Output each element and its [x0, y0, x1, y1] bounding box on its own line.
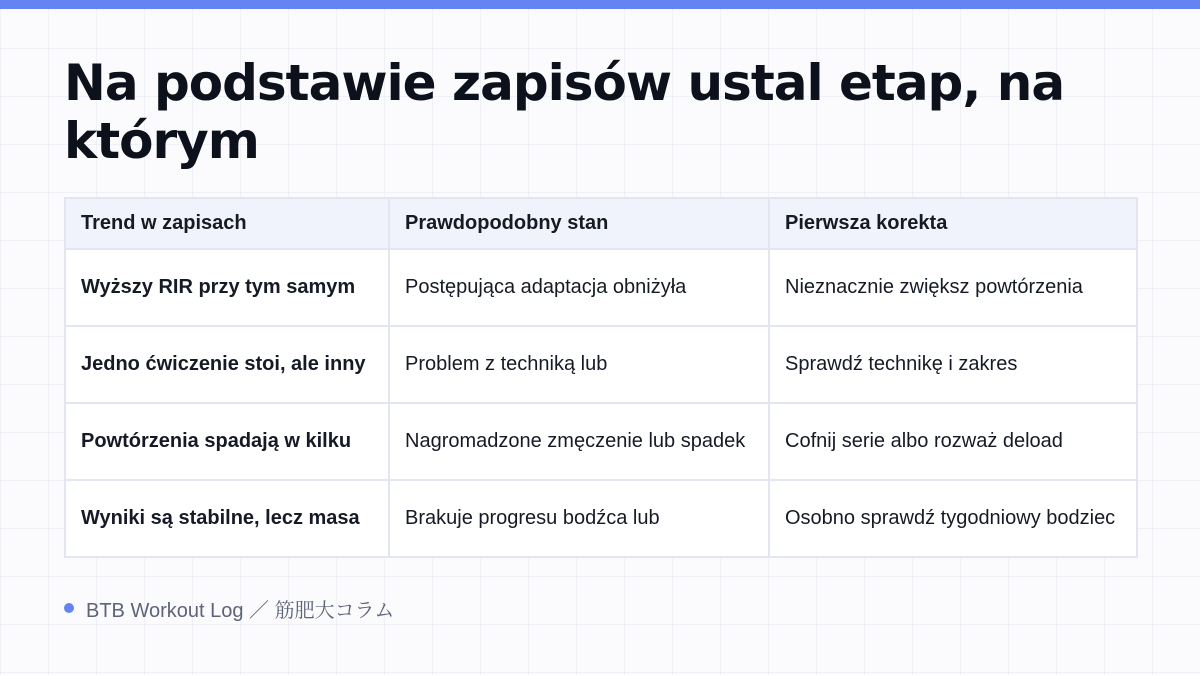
page-title: Na podstawie zapisów ustal etap, na którym	[64, 54, 1065, 170]
table-cell-state: Nagromadzone zmęczenie lub spadek	[389, 403, 769, 480]
table-header-row	[65, 198, 1137, 249]
table-cell-trend: Wyniki są stabilne, lecz masa	[65, 480, 389, 557]
table-cell-trend: Jedno ćwiczenie stoi, ale inny	[65, 326, 389, 403]
column-header-trend: Trend w zapisach	[65, 198, 389, 249]
table-cell-trend: Powtórzenia spadają w kilku	[65, 403, 389, 480]
table-cell-correction: Nieznacznie zwiększ powtórzenia	[769, 249, 1137, 326]
table-row	[65, 326, 1137, 403]
table-row	[65, 249, 1137, 326]
table-cell-trend: Wyższy RIR przy tym samym	[65, 249, 389, 326]
column-header-state: Prawdopodobny stan	[389, 198, 769, 249]
top-accent-bar	[0, 0, 1200, 9]
table-cell-correction: Sprawdź technikę i zakres	[769, 326, 1137, 403]
table-cell-state: Postępująca adaptacja obniżyła	[389, 249, 769, 326]
comparison-table-container	[64, 197, 1136, 558]
table-cell-state: Problem z techniką lub	[389, 326, 769, 403]
footer	[64, 594, 394, 622]
table-cell-correction: Osobno sprawdź tygodniowy bodziec	[769, 480, 1137, 557]
footer-text: BTB Workout Log ／ 筋肥大コラム	[86, 599, 395, 622]
table-cell-correction: Cofnij serie albo rozważ deload	[769, 403, 1137, 480]
table-cell-state: Brakuje progresu bodźca lub	[389, 480, 769, 557]
comparison-table	[64, 197, 1138, 558]
column-header-correction: Pierwsza korekta	[769, 198, 1137, 249]
dot-icon	[64, 603, 74, 613]
table-row	[65, 403, 1137, 480]
table-row	[65, 480, 1137, 557]
